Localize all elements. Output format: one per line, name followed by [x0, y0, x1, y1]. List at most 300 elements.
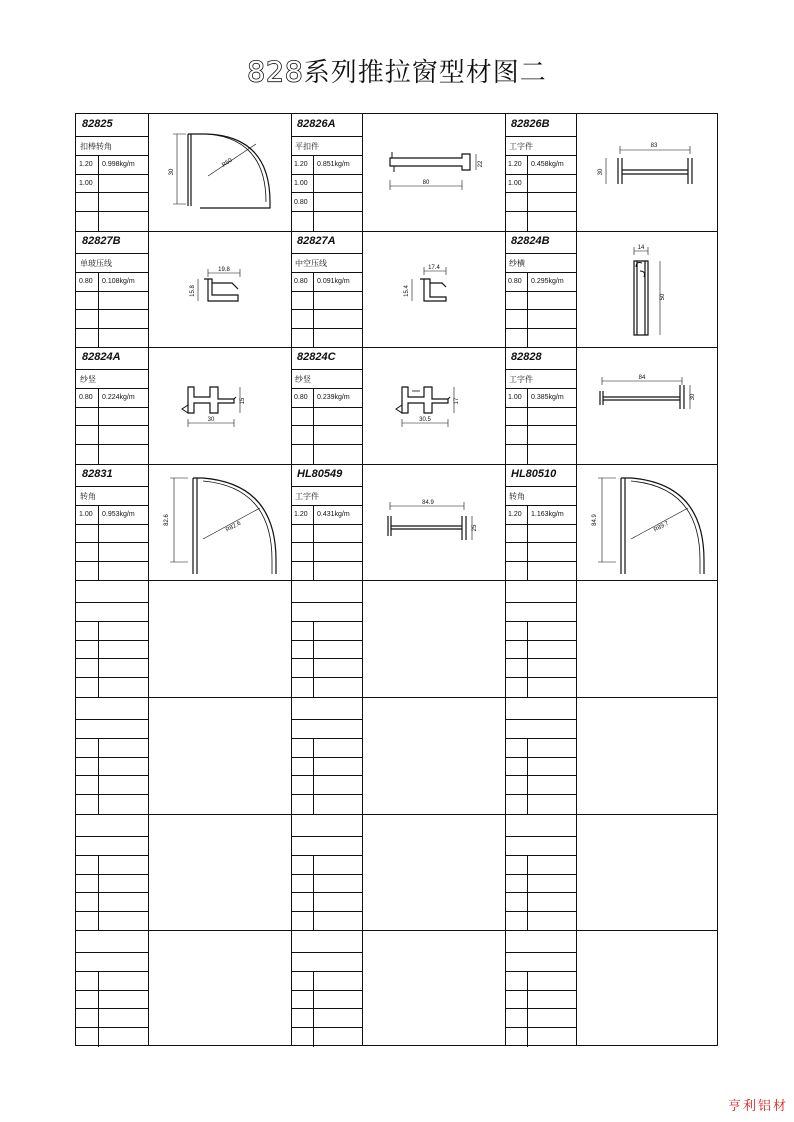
- dimension-label: R89.7: [653, 520, 670, 534]
- dimension-label: 83: [650, 142, 658, 149]
- info-row-line: [291, 757, 362, 758]
- info-row-line: [505, 407, 576, 408]
- profile-code: HL80510: [511, 467, 557, 480]
- info-row-line: [291, 971, 362, 972]
- info-col-line: [313, 388, 314, 464]
- profile-drawing-cell: [148, 697, 291, 814]
- info-row-line: [505, 309, 576, 310]
- dimension-label: 30: [169, 168, 176, 176]
- corner-arc-profile-icon: [148, 114, 291, 231]
- profile-drawing-cell: [362, 464, 505, 581]
- info-row-line: [291, 388, 362, 389]
- info-col-line: [313, 272, 314, 348]
- profile-drawing-cell: [148, 580, 291, 697]
- info-row-line: [291, 505, 362, 506]
- info-row-line: [291, 369, 362, 370]
- info-row-line: [291, 407, 362, 408]
- screen-rail-profile-icon: [576, 231, 719, 348]
- info-row-line: [76, 155, 148, 156]
- dimension-line: [631, 508, 688, 539]
- dimension-label: R50: [221, 157, 234, 169]
- profile-info-cell: [76, 580, 148, 697]
- dimension-line: [203, 508, 260, 539]
- info-row-line: [505, 561, 576, 562]
- hollow-glass-bead-icon: [362, 231, 505, 348]
- info-row-line: [505, 640, 576, 641]
- dimension-label: 30.5: [419, 417, 431, 424]
- unit-weight: 0.458kg/m: [531, 161, 564, 168]
- profile-name: 平扣件: [295, 142, 319, 151]
- info-row-line: [291, 486, 362, 487]
- profile-drawing-cell: [576, 231, 719, 348]
- profile-outline: [634, 261, 648, 335]
- dimension-line: [602, 377, 690, 409]
- series-number: 828: [247, 55, 304, 88]
- profile-code: 82828: [511, 351, 542, 364]
- profile-inner-line: [206, 134, 266, 202]
- unit-weight: 0.851kg/m: [317, 161, 350, 168]
- info-row-line: [76, 505, 148, 506]
- profile-drawing-cell: [576, 697, 719, 814]
- wall-thickness: 1.20: [294, 161, 308, 168]
- profile-info-cell: [76, 114, 148, 231]
- info-row-line: [291, 524, 362, 525]
- profile-name: 工字件: [295, 491, 319, 501]
- info-row-line: [76, 990, 148, 991]
- info-row-line: [291, 542, 362, 543]
- single-glass-bead-icon: [148, 231, 291, 348]
- profile-info-cell: [76, 231, 148, 348]
- info-row-line: [76, 253, 148, 254]
- info-row-line: [76, 874, 148, 875]
- info-row-line: [291, 1008, 362, 1009]
- info-row-line: [76, 794, 148, 795]
- info-row-line: [505, 253, 576, 254]
- info-row-line: [76, 524, 148, 525]
- profile-name: 纱横: [509, 258, 525, 268]
- info-row-line: [505, 524, 576, 525]
- info-col-line: [527, 272, 528, 348]
- info-row-line: [76, 836, 148, 837]
- profile-name: 中空压线: [295, 258, 327, 268]
- wall-thickness: 1.00: [294, 180, 308, 187]
- profile-name: 纱竖: [80, 375, 96, 385]
- profile-drawing-cell: [362, 697, 505, 814]
- dimension-line: [170, 478, 188, 562]
- profile-info-cell: [291, 231, 362, 348]
- profile-outline: [388, 516, 466, 540]
- info-row-line: [291, 658, 362, 659]
- wall-thickness: 1.20: [294, 510, 308, 518]
- profile-code: 82826B: [511, 118, 550, 130]
- profile-info-cell: [76, 347, 148, 464]
- wall-thickness: 0.80: [79, 277, 93, 285]
- dimension-label: 15.4: [404, 284, 411, 297]
- profile-drawing-cell: [362, 347, 505, 464]
- info-row-line: [505, 369, 576, 370]
- dimension-label: 15: [239, 397, 246, 405]
- info-row-line: [76, 952, 148, 953]
- profile-drawing-cell: [148, 464, 291, 581]
- info-col-line: [527, 388, 528, 464]
- info-row-line: [291, 775, 362, 776]
- info-row-line: [291, 136, 362, 137]
- unit-weight: 0.998kg/m: [102, 161, 135, 168]
- info-row-line: [76, 192, 148, 193]
- info-row-line: [505, 621, 576, 622]
- info-row-line: [291, 855, 362, 856]
- profile-outline: [188, 134, 270, 208]
- info-row-line: [76, 407, 148, 408]
- profile-drawing-cell: [148, 347, 291, 464]
- dimension-label: 14: [637, 244, 645, 251]
- dimension-label: 50: [659, 293, 666, 300]
- profile-code: 82827A: [297, 234, 336, 247]
- wall-thickness: 1.20: [508, 510, 522, 518]
- info-col-line: [313, 738, 314, 814]
- info-row-line: [76, 328, 148, 329]
- dimension-line: [390, 154, 476, 190]
- unit-weight: 0.431kg/m: [317, 510, 350, 518]
- profile-drawing-cell: [148, 814, 291, 931]
- dimension-label: 15.8: [190, 284, 197, 297]
- info-row-line: [76, 425, 148, 426]
- info-row-line: [76, 561, 148, 562]
- profile-outline: [618, 158, 692, 184]
- info-col-line: [313, 155, 314, 231]
- info-col-line: [98, 272, 99, 348]
- profile-drawing-cell: [576, 580, 719, 697]
- info-row-line: [76, 911, 148, 912]
- wall-thickness: 0.80: [294, 277, 308, 285]
- info-row-line: [505, 971, 576, 972]
- info-col-line: [98, 505, 99, 581]
- info-row-line: [505, 892, 576, 893]
- info-col-line: [527, 971, 528, 1047]
- info-row-line: [505, 952, 576, 953]
- profile-drawing-cell: [362, 231, 505, 348]
- profile-name: 扣棒转角: [80, 142, 112, 151]
- profile-code: 82831: [82, 467, 113, 480]
- unit-weight: 0.224kg/m: [102, 394, 135, 402]
- info-row-line: [505, 505, 576, 506]
- info-col-line: [313, 971, 314, 1047]
- info-row-line: [505, 486, 576, 487]
- dimension-label: 84: [638, 375, 646, 382]
- profile-name: 纱竖: [295, 375, 311, 385]
- wall-thickness: 1.20: [79, 161, 93, 168]
- profile-outline: [392, 152, 394, 172]
- info-row-line: [291, 561, 362, 562]
- info-row-line: [76, 542, 148, 543]
- info-row-line: [505, 155, 576, 156]
- info-col-line: [98, 621, 99, 697]
- info-col-line: [98, 855, 99, 931]
- info-row-line: [505, 874, 576, 875]
- info-row-line: [76, 640, 148, 641]
- info-row-line: [291, 836, 362, 837]
- info-row-line: [505, 658, 576, 659]
- wall-thickness: 0.80: [79, 394, 93, 402]
- profile-drawing-cell: [148, 114, 291, 231]
- info-row-line: [505, 738, 576, 739]
- profile-info-cell: [291, 347, 362, 464]
- info-row-line: [76, 444, 148, 445]
- profile-drawing-cell: [362, 114, 505, 231]
- profile-drawing-cell: [148, 231, 291, 348]
- info-row-line: [505, 990, 576, 991]
- dimension-label: 17.4: [428, 264, 440, 271]
- profile-outline: [600, 385, 684, 409]
- profile-code: 82824A: [82, 351, 121, 364]
- wall-thickness: 1.00: [508, 394, 522, 402]
- info-row-line: [291, 738, 362, 739]
- info-row-line: [291, 253, 362, 254]
- info-row-line: [505, 775, 576, 776]
- info-row-line: [291, 309, 362, 310]
- info-col-line: [313, 855, 314, 931]
- info-row-line: [76, 892, 148, 893]
- info-row-line: [291, 990, 362, 991]
- dimension-line: [412, 264, 446, 301]
- info-row-line: [505, 911, 576, 912]
- info-col-line: [527, 621, 528, 697]
- dimension-label: 17: [453, 397, 460, 405]
- info-row-line: [291, 794, 362, 795]
- info-row-line: [505, 1008, 576, 1009]
- profile-drawing-cell: [576, 814, 719, 931]
- info-row-line: [505, 388, 576, 389]
- info-row-line: [291, 602, 362, 603]
- profile-info-cell: [505, 580, 576, 697]
- info-col-line: [98, 388, 99, 464]
- wall-thickness: 1.20: [508, 161, 522, 168]
- dimension-label: 30: [689, 393, 696, 401]
- profile-info-cell: [505, 347, 576, 464]
- profile-drawing-cell: [362, 580, 505, 697]
- info-row-line: [76, 855, 148, 856]
- info-row-line: [76, 211, 148, 212]
- info-row-line: [505, 174, 576, 175]
- info-row-line: [291, 719, 362, 720]
- info-row-line: [505, 855, 576, 856]
- info-col-line: [527, 155, 528, 231]
- unit-weight: 0.295kg/m: [531, 277, 564, 285]
- profile-info-cell: [291, 464, 362, 581]
- info-row-line: [76, 775, 148, 776]
- info-row-line: [76, 602, 148, 603]
- profile-drawing-cell: [576, 347, 719, 464]
- profile-info-cell: [76, 697, 148, 814]
- info-row-line: [76, 658, 148, 659]
- dimension-label: 25: [471, 524, 478, 532]
- profile-drawing-cell: [576, 464, 719, 581]
- profile-info-cell: [505, 464, 576, 581]
- info-row-line: [76, 738, 148, 739]
- info-row-line: [291, 328, 362, 329]
- info-row-line: [291, 425, 362, 426]
- info-row-line: [505, 136, 576, 137]
- wall-thickness: 0.80: [294, 394, 308, 402]
- info-row-line: [291, 291, 362, 292]
- info-row-line: [291, 211, 362, 212]
- profile-info-cell: [505, 231, 576, 348]
- profile-info-cell: [291, 814, 362, 931]
- profile-outline: [420, 279, 446, 301]
- profile-info-cell: [291, 114, 362, 231]
- info-col-line: [313, 621, 314, 697]
- info-row-line: [291, 192, 362, 193]
- brand-watermark: 亨利铝材: [727, 1099, 788, 1114]
- unit-weight: 0.953kg/m: [102, 510, 135, 518]
- info-row-line: [76, 677, 148, 678]
- dimension-line: [208, 144, 256, 176]
- info-row-line: [505, 1027, 576, 1028]
- dimension-label: 19.8: [218, 266, 230, 273]
- info-row-line: [505, 719, 576, 720]
- dimension-label: 84.9: [422, 499, 434, 506]
- dimension-label: R82.6: [225, 520, 242, 534]
- profile-drawing-cell: [576, 114, 719, 231]
- info-row-line: [291, 677, 362, 678]
- profile-info-cell: [505, 114, 576, 231]
- dimension-line: [390, 499, 472, 540]
- info-col-line: [313, 505, 314, 581]
- info-row-line: [505, 677, 576, 678]
- info-row-line: [291, 874, 362, 875]
- info-col-line: [527, 855, 528, 931]
- info-row-line: [291, 621, 362, 622]
- profile-info-cell: [76, 814, 148, 931]
- profile-outline: [204, 279, 238, 301]
- wall-thickness: 0.80: [294, 199, 308, 206]
- wall-thickness: 1.00: [79, 510, 93, 518]
- dimension-line: [634, 244, 660, 335]
- unit-weight: 0.385kg/m: [531, 394, 564, 402]
- profile-info-cell: [505, 814, 576, 931]
- page-title: [0, 52, 794, 89]
- profile-info-cell: [505, 930, 576, 1047]
- info-row-line: [76, 291, 148, 292]
- unit-weight: 0.108kg/m: [102, 277, 135, 285]
- info-row-line: [76, 136, 148, 137]
- screen-stile-profile-icon: [148, 347, 291, 464]
- profile-code: 82825: [82, 118, 113, 130]
- info-row-line: [505, 757, 576, 758]
- info-row-line: [505, 272, 576, 273]
- info-row-line: [76, 272, 148, 273]
- info-col-line: [527, 738, 528, 814]
- wall-thickness: 0.80: [508, 277, 522, 285]
- unit-weight: 0.239kg/m: [317, 394, 350, 402]
- info-row-line: [291, 911, 362, 912]
- info-row-line: [76, 486, 148, 487]
- profile-drawing-cell: [362, 814, 505, 931]
- info-row-line: [291, 952, 362, 953]
- profile-code: 82824C: [297, 351, 336, 364]
- screen-stile-profile-c-icon: [362, 347, 505, 464]
- info-row-line: [76, 757, 148, 758]
- profile-drawing-cell: [576, 930, 719, 1047]
- profile-outline: [188, 387, 234, 413]
- profile-code: 82826A: [297, 118, 336, 130]
- profile-name: 转角: [80, 491, 96, 501]
- info-row-line: [76, 388, 148, 389]
- profile-outline: [402, 387, 448, 413]
- info-col-line: [98, 738, 99, 814]
- unit-weight: 0.091kg/m: [317, 277, 350, 285]
- info-row-line: [505, 211, 576, 212]
- info-row-line: [76, 309, 148, 310]
- corner-arc-profile-icon: [148, 464, 291, 581]
- info-row-line: [76, 369, 148, 370]
- profile-name: 转角: [509, 491, 525, 501]
- info-row-line: [76, 719, 148, 720]
- profile-info-cell: [76, 930, 148, 1047]
- profile-info-cell: [291, 930, 362, 1047]
- info-row-line: [291, 272, 362, 273]
- dimension-label: 80: [422, 179, 430, 186]
- i-beam-profile-icon: [576, 347, 719, 464]
- info-row-line: [291, 155, 362, 156]
- info-row-line: [76, 1008, 148, 1009]
- info-row-line: [505, 328, 576, 329]
- i-beam-profile-icon: [576, 114, 719, 231]
- info-row-line: [505, 425, 576, 426]
- info-row-line: [76, 621, 148, 622]
- profile-code: 82827B: [82, 234, 121, 247]
- info-col-line: [527, 505, 528, 581]
- info-row-line: [291, 892, 362, 893]
- info-row-line: [505, 794, 576, 795]
- flat-clip-profile-icon: [362, 114, 505, 231]
- info-row-line: [291, 640, 362, 641]
- profile-name: 工字件: [509, 142, 533, 151]
- profile-name: 工字件: [509, 375, 533, 385]
- corner-arc-profile-icon: [576, 464, 719, 581]
- info-row-line: [291, 444, 362, 445]
- profile-info-cell: [505, 697, 576, 814]
- profile-code: HL80549: [297, 467, 343, 480]
- info-row-line: [291, 1027, 362, 1028]
- info-row-line: [505, 836, 576, 837]
- unit-weight: 1.163kg/m: [531, 510, 564, 518]
- info-row-line: [505, 542, 576, 543]
- info-row-line: [505, 291, 576, 292]
- i-beam-profile-icon: [362, 464, 505, 581]
- dimension-label: 22: [477, 160, 484, 168]
- info-row-line: [76, 1027, 148, 1028]
- profile-info-cell: [291, 580, 362, 697]
- info-col-line: [98, 971, 99, 1047]
- dimension-label: 84.9: [592, 513, 599, 526]
- dimension-line: [598, 478, 616, 562]
- profile-outline: [390, 154, 470, 170]
- info-row-line: [76, 971, 148, 972]
- profile-name: 单玻压线: [80, 258, 112, 268]
- profile-info-cell: [291, 697, 362, 814]
- info-row-line: [505, 192, 576, 193]
- wall-thickness: 1.00: [508, 180, 522, 187]
- info-row-line: [505, 602, 576, 603]
- info-col-line: [98, 155, 99, 231]
- profile-drawing-cell: [148, 930, 291, 1047]
- profile-table: [75, 113, 718, 1046]
- dimension-label: 30: [207, 417, 215, 424]
- profile-code: 82824B: [511, 234, 550, 247]
- dimension-label: 30: [598, 168, 605, 176]
- dimension-label: 82.6: [164, 513, 171, 526]
